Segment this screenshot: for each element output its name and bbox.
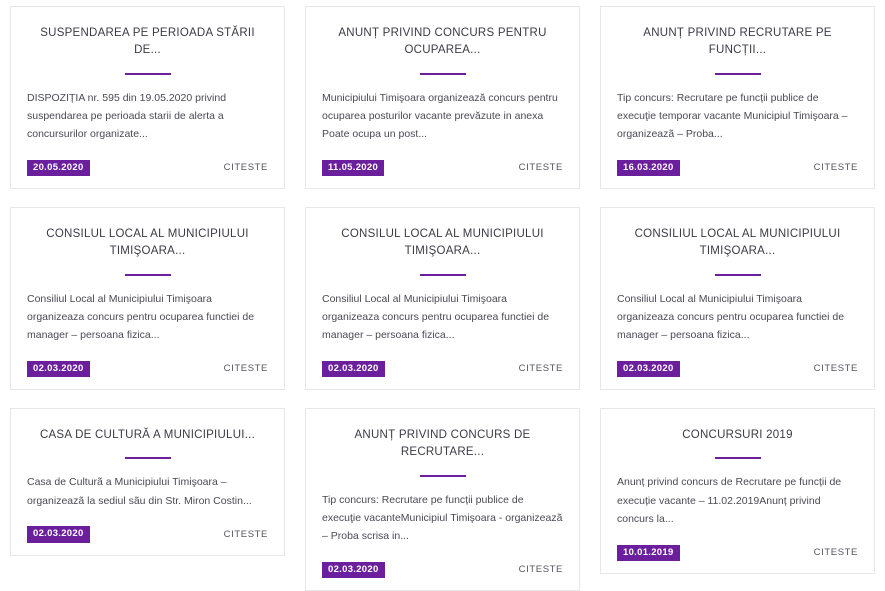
card-footer [617,545,858,561]
card-title: CONSILUL LOCAL AL MUNICIPIULUI TIMIŞOARA... [341,228,544,258]
read-more-link[interactable]: CITESTE [223,363,268,375]
card-title: CASA DE CULTURĂ A MUNICIPIULUI... [39,429,256,442]
card-excerpt: Consiliul Local al Municipiului Timişoara organizeaza concurs pentru ocuparea functiei de manager – persoana fizica... [617,292,845,342]
announcement-card[interactable] [600,408,875,574]
date-badge: 11.05.2020 [322,160,384,176]
announcement-card[interactable] [10,207,285,390]
read-more-link[interactable]: CITESTE [518,363,563,375]
title-divider [420,274,466,276]
card-excerpt: Tip concurs: Recrutare pe funcții publice de execuţie temporar vacante Municipiul Timişoara – organizeazã – Proba... [617,91,848,141]
read-more-link[interactable]: CITESTE [518,162,563,174]
read-more-link[interactable]: CITESTE [223,528,268,540]
card-footer [322,361,563,377]
date-badge: 16.03.2020 [617,160,680,176]
title-divider [715,274,761,276]
announcement-card[interactable] [305,6,580,189]
title-divider [125,457,171,459]
card-footer [617,160,858,176]
read-more-link[interactable]: CITESTE [813,363,858,375]
card-title: ANUNȚ PRIVIND CONCURS PENTRU OCUPAREA... [338,27,547,57]
card-footer [27,160,268,176]
announcement-card[interactable] [305,207,580,390]
card-footer [322,562,563,578]
title-divider [715,73,761,75]
title-divider [420,73,466,75]
title-divider [125,274,171,276]
read-more-link[interactable]: CITESTE [813,162,858,174]
card-footer [27,361,268,377]
date-badge: 02.03.2020 [322,562,385,578]
card-excerpt: Anunț privind concurs de Recrutare pe funcții de execuție vacante – 11.02.2019Anunț privind concurs la... [617,476,842,526]
card-excerpt: Municipiului Timişoara organizează concurs pentru ocuparea posturilor vacante prevăzute in anexa Poate ocupa un post... [322,91,558,141]
title-divider [715,457,761,459]
read-more-link[interactable]: CITESTE [813,547,858,559]
date-badge: 02.03.2020 [27,361,90,377]
read-more-link[interactable]: CITESTE [518,564,563,576]
announcement-card[interactable] [600,6,875,189]
card-excerpt: Tip concurs: Recrutare pe funcții publice de execuţie vacanteMunicipiul Timişoara - organizeazã – Proba scrisa in... [322,493,563,543]
card-excerpt: Casa de Culturã a Municipiului Timişoara – organizeazã la sediul sãu din Str. Miron Costin... [27,476,252,507]
announcement-card[interactable] [305,408,580,591]
card-title: CONSILUL LOCAL AL MUNICIPIULUI TIMIŞOARA... [46,228,249,258]
date-badge: 02.03.2020 [617,361,680,377]
card-footer [617,361,858,377]
card-title: ANUNȚ PRIVIND RECRUTARE PE FUNCȚII... [643,27,832,57]
card-title: CONCURSURI 2019 [682,429,793,442]
announcement-card[interactable] [10,408,285,555]
card-excerpt: Consiliul Local al Municipiului Timişoara organizeaza concurs pentru ocuparea functiei de manager – persoana fizica... [27,292,255,342]
announcement-card[interactable] [600,207,875,390]
announcement-card[interactable] [10,6,285,189]
date-badge: 02.03.2020 [322,361,385,377]
card-excerpt: Consiliul Local al Municipiului Timişoara organizeaza concurs pentru ocuparea functiei de manager – persoana fizica... [322,292,550,342]
card-title: CONSILIUL LOCAL AL MUNICIPIULUI TIMIŞOARA... [634,228,841,258]
date-badge: 20.05.2020 [27,160,90,176]
read-more-link[interactable]: CITESTE [223,162,268,174]
card-footer [322,160,563,176]
card-title: SUSPENDAREA PE PERIOADA STĂRII DE... [40,27,255,57]
date-badge: 10.01.2019 [617,545,680,561]
card-footer [27,526,268,542]
title-divider [420,475,466,477]
date-badge: 02.03.2020 [27,526,90,542]
card-excerpt: DISPOZIȚIA nr. 595 din 19.05.2020 privind suspendarea pe perioada starii de alerta a concursurilor organizate... [27,91,227,141]
title-divider [125,73,171,75]
card-title: ANUNȚ PRIVIND CONCURS DE RECRUTARE... [354,429,531,459]
